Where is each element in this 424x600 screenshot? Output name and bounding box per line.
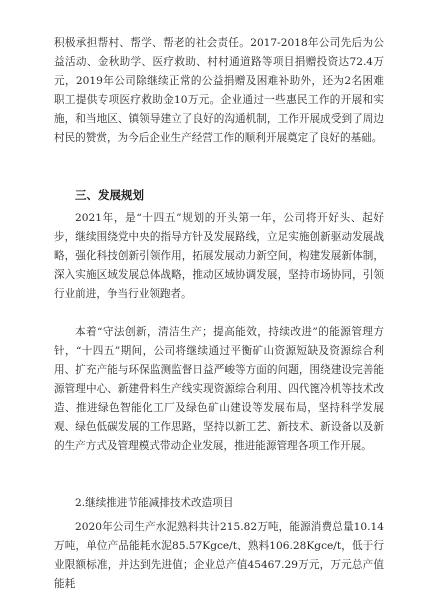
subheading-energy-saving-projects: 2.继续推进节能减排技术改造项目 [75,497,234,509]
paragraph-energy-policy: 本着“守法创新，清洁生产；提高能效，持续改进”的能源管理方针，“十四五”期间，公司将继续通过平衡矿山资源短缺及资源综合利用、扩充产能与环保监测监督日益严峻等方面的问题，围绕建设完善能源管理中心、新建骨料生产线实现资源综合利用、四代篦冷机等技术改造、推进绿色智能化工厂及绿色矿山建设等发展布局，坚持科学发展观、绿色低碳发展的工作思路，坚持以新工艺、新技术、新设备以及新的生产方式及管理模式带动企业发展，推进能源管理各项工作开展。 [54,326,384,452]
paragraph-2020-production: 2020年公司生产水泥熟料共计215.82万吨，能源消费总量10.14万吨，单位产品能耗水泥85.57Kgce/t、熟料106.28Kgce/t，低于行业限额标准，并达到先进值；企业总产值45467.29万元，万元总产值能耗 [54,521,384,590]
section-heading-development-plan: 三、发展规划 [75,188,144,202]
paragraph-social-responsibility: 积极承担帮村、帮学、帮老的社会责任。2017-2018年公司先后为公益活动、金秋助学、医疗救助、村村通道路等项目捐赠投资达72.4万元，2019年公司除继续正常的公益捐赠及困难补助外，还为2名困难职工提供专项医疗救助金10万元。企业通过一些惠民工作的开展和实施，和当地区、镇领导建立了良好的沟通机制，工作开展成受到了周边村民的赞赏，为今后企业生产经营工作的顺利开展奠定了良好的基础。 [54,37,384,144]
paragraph-2021-plan: 2021年，是“十四五”规划的开头第一年，公司将开好头、起好步，继续围绕党中央的指导方针及发展路线，立足实施创新驱动发展战略，强化科技创新引领作用，拓展发展动力新空间，构建发展新体制，深入实施区域发展总体战略，推动区域协调发展，坚持市场协同，引领行业前进，争当行业领跑者。 [54,212,384,300]
